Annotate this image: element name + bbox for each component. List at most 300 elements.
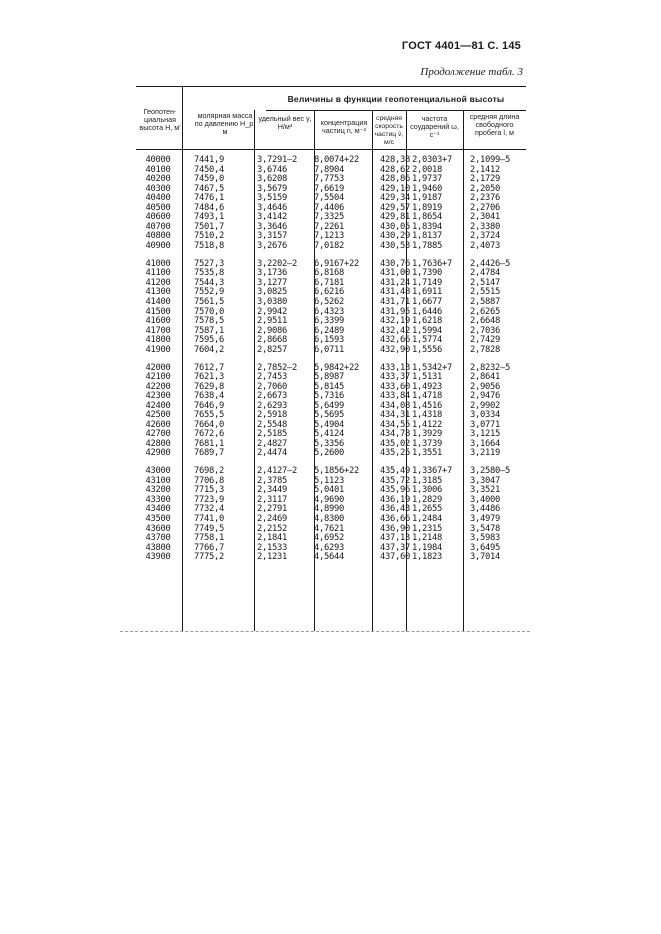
page-header: ГОСТ 4401—81 С. 145 — [401, 40, 521, 52]
table-cell: 40100 — [145, 164, 171, 175]
table-cell: 435,25 — [380, 448, 410, 459]
table-cell: 429,34 — [380, 193, 410, 204]
table-cell: 7459,0 — [194, 174, 224, 185]
table-cell: 431,48 — [380, 287, 410, 298]
table-cell: 41400 — [145, 296, 171, 307]
table-cell: 7,3325 — [314, 212, 344, 223]
table-cell: 3,0771 — [470, 419, 500, 430]
table-cell: 7501,7 — [194, 221, 224, 232]
table-cell: 7749,5 — [194, 523, 224, 534]
table-cell: 2,1412 — [470, 164, 500, 175]
table-cell: 7,4406 — [314, 202, 344, 213]
table-cell: 1,7885 — [412, 240, 442, 251]
table-cell: 7510,2 — [194, 231, 224, 242]
table-cell: 7561,5 — [194, 296, 224, 307]
table-cell: 4,6293 — [314, 542, 344, 553]
table-cell: 7,8904 — [314, 164, 344, 175]
table-cell: 7,2261 — [314, 221, 344, 232]
table-cell: 2,3785 — [257, 475, 287, 486]
table-cell: 2,9476 — [470, 391, 500, 402]
table-cell: 2,1729 — [470, 174, 500, 185]
table-cell: 2,0018 — [412, 164, 442, 175]
table-cell: 7664,0 — [194, 419, 224, 430]
table-cell: 1,8137 — [412, 231, 442, 242]
table-cell: 2,9086 — [257, 325, 287, 336]
table-cell: 6,5262 — [314, 296, 344, 307]
table-cell: 7732,4 — [194, 504, 224, 515]
table-cell: 1,2829 — [412, 494, 442, 505]
table-cell: 1,5994 — [412, 325, 442, 336]
table-cell: 3,5983 — [470, 533, 500, 544]
table-cell: 437,37 — [380, 542, 410, 553]
table-block — [257, 260, 315, 355]
table-cell: 2,1099—5 — [470, 155, 510, 165]
table-cell: 8,0074+22 — [314, 155, 359, 165]
table-cell: 6,8168 — [314, 268, 344, 279]
table-cell: 1,4122 — [412, 419, 442, 430]
table-cell: 4,8300 — [314, 514, 344, 525]
table-cell: 5,8145 — [314, 381, 344, 392]
table-cell: 7,7753 — [314, 174, 344, 185]
table-cell: 42700 — [145, 429, 171, 440]
table-cell: 2,7036 — [470, 325, 500, 336]
column-header-Hp: молярная масса по давлению H_p, м — [194, 111, 256, 136]
table-cell: 3,2580—5 — [470, 466, 510, 477]
table-cell: 3,4000 — [470, 494, 500, 505]
table-cell: 434,08 — [380, 400, 410, 411]
table-cell: 3,7291—2 — [257, 155, 297, 165]
table-cell: 1,9737 — [412, 174, 442, 185]
table-cell: 2,7060 — [257, 381, 287, 392]
table-cell: 433,84 — [380, 391, 410, 402]
table-cell: 2,3724 — [470, 231, 500, 242]
table-cell: 5,7316 — [314, 391, 344, 402]
table-cell: 7595,6 — [194, 335, 224, 346]
column-omega — [412, 156, 472, 571]
table-cell: 43800 — [145, 542, 171, 553]
table-cell: 2,4827 — [257, 438, 287, 449]
table-cell: 5,1123 — [314, 475, 344, 486]
table-cell: 41200 — [145, 277, 171, 288]
table-cell: 2,7828 — [470, 344, 500, 355]
table-cell: 1,4923 — [412, 381, 442, 392]
table-cell: 2,2791 — [257, 504, 287, 515]
table-cell: 7638,4 — [194, 391, 224, 402]
table-cell: 3,2202—2 — [257, 258, 297, 269]
column-Hp — [194, 156, 254, 571]
table-cell: 1,6677 — [412, 296, 442, 307]
table-cell: 5,2600 — [314, 448, 344, 459]
table-cell: 433,60 — [380, 381, 410, 392]
table-cell: 430,76 — [380, 258, 410, 269]
table-cell: 1,6218 — [412, 316, 442, 327]
table-cell: 433,37 — [380, 372, 410, 383]
table-cell: 1,7636+7 — [412, 258, 452, 269]
table-cell: 436,90 — [380, 523, 410, 534]
table-cell: 5,1856+22 — [314, 466, 359, 477]
table-cell: 432,90 — [380, 344, 410, 355]
footer-rule — [120, 631, 530, 632]
table-cell: 2,7429 — [470, 335, 500, 346]
table-cell: 2,5918 — [257, 410, 287, 421]
table-block — [470, 260, 530, 355]
table-cell: 42800 — [145, 438, 171, 449]
table-cell: 430,29 — [380, 231, 410, 242]
table-cell: 3,4646 — [257, 202, 287, 213]
table-cell: 2,9942 — [257, 306, 287, 317]
table-cell: 7698,2 — [194, 466, 224, 477]
table-cell: 1,2484 — [412, 514, 442, 525]
table-cell: 1,2315 — [412, 523, 442, 534]
table-cell: 41600 — [145, 316, 171, 327]
table-cell: 41000 — [145, 258, 171, 269]
table-cell: 3,2119 — [470, 448, 500, 459]
table-cell: 3,3521 — [470, 485, 500, 496]
table-cell: 1,3367+7 — [412, 466, 452, 477]
table-cell: 435,02 — [380, 438, 410, 449]
table-cell: 7527,3 — [194, 258, 224, 269]
table-cell: 40000 — [145, 155, 171, 165]
table-cell: 1,8919 — [412, 202, 442, 213]
table-cell: 2,2152 — [257, 523, 287, 534]
table-cell: 41800 — [145, 335, 171, 346]
table-cell: 2,1841 — [257, 533, 287, 544]
table-cell: 40400 — [145, 193, 171, 204]
table-block — [412, 260, 472, 355]
table-cell: 40700 — [145, 221, 171, 232]
table-block — [314, 364, 376, 459]
table-cell: 432,42 — [380, 325, 410, 336]
table-cell: 2,2376 — [470, 193, 500, 204]
table-cell: 41300 — [145, 287, 171, 298]
table-cell: 2,9511 — [257, 316, 287, 327]
table-cell: 2,5887 — [470, 296, 500, 307]
table-cell: 4,7621 — [314, 523, 344, 534]
table-cell: 3,1215 — [470, 429, 500, 440]
table-cell: 431,24 — [380, 277, 410, 288]
table-cell: 7706,8 — [194, 475, 224, 486]
table-top-rule — [136, 86, 526, 87]
table-cell: 40600 — [145, 212, 171, 223]
table-cell: 432,19 — [380, 316, 410, 327]
table-cell: 1,9187 — [412, 193, 442, 204]
table-cell: 7467,5 — [194, 183, 224, 194]
table-cell: 5,4904 — [314, 419, 344, 430]
table-cell: 7629,8 — [194, 381, 224, 392]
column-H — [140, 156, 176, 571]
table-block — [140, 260, 176, 355]
column-header-omega: частота соударений ω, с⁻¹ — [410, 114, 459, 139]
table-block — [470, 364, 530, 459]
table-cell: 43700 — [145, 533, 171, 544]
table-cell: 3,6746 — [257, 164, 287, 175]
table-cell: 3,7014 — [470, 552, 500, 563]
table-cell: 2,6265 — [470, 306, 500, 317]
table-block — [140, 467, 176, 562]
table-cell: 6,4323 — [314, 306, 344, 317]
table-cell: 436,43 — [380, 504, 410, 515]
table-cell: 1,4318 — [412, 410, 442, 421]
table-block — [257, 467, 315, 562]
table-cell: 2,3380 — [470, 221, 500, 232]
table-cell: 2,2469 — [257, 514, 287, 525]
table-cell: 2,4426—5 — [470, 258, 510, 269]
table-cell: 3,4142 — [257, 212, 287, 223]
table-cell: 2,3041 — [470, 212, 500, 223]
table-cell: 2,8641 — [470, 372, 500, 383]
table-cell: 43300 — [145, 494, 171, 505]
table-cell: 3,0334 — [470, 410, 500, 421]
table-cell: 1,5342+7 — [412, 362, 452, 373]
table-cell: 1,8654 — [412, 212, 442, 223]
group-header-rule — [266, 110, 526, 111]
table-cell: 432,66 — [380, 335, 410, 346]
table-cell: 428,62 — [380, 164, 410, 175]
table-cell: 3,1664 — [470, 438, 500, 449]
table-cell: 43200 — [145, 485, 171, 496]
table-block — [194, 364, 254, 459]
table-cell: 40900 — [145, 240, 171, 251]
table-cell: 5,6499 — [314, 400, 344, 411]
table-cell: 7493,1 — [194, 212, 224, 223]
table-cell: 6,0711 — [314, 344, 344, 355]
table-cell: 7484,6 — [194, 202, 224, 213]
table-cell: 7612,7 — [194, 362, 224, 373]
table-cell: 2,1231 — [257, 552, 287, 563]
table-cell: 1,3739 — [412, 438, 442, 449]
table-cell: 1,5131 — [412, 372, 442, 383]
table-block — [194, 156, 254, 251]
table-cell: 4,6952 — [314, 533, 344, 544]
table-cell: 429,81 — [380, 212, 410, 223]
table-cell: 3,3047 — [470, 475, 500, 486]
table-cell: 41700 — [145, 325, 171, 336]
table-block — [412, 156, 472, 251]
table-cell: 1,6911 — [412, 287, 442, 298]
table-cell: 5,8987 — [314, 372, 344, 383]
table-cell: 3,1736 — [257, 268, 287, 279]
table-block — [412, 364, 472, 459]
table-cell: 3,3157 — [257, 231, 287, 242]
table-cell: 1,5556 — [412, 344, 442, 355]
table-cell: 40500 — [145, 202, 171, 213]
table-cell: 2,1533 — [257, 542, 287, 553]
table-cell: 7775,2 — [194, 552, 224, 563]
table-block — [314, 156, 376, 251]
group-header: Величины в функции геопотенциальной высоты — [287, 94, 505, 104]
table-cell: 2,7453 — [257, 372, 287, 383]
table-cell: 7672,6 — [194, 429, 224, 440]
table-block — [140, 364, 176, 459]
table-cell: 2,5147 — [470, 277, 500, 288]
column-divider — [254, 110, 255, 631]
table-cell: 3,0825 — [257, 287, 287, 298]
table-cell: 7689,7 — [194, 448, 224, 459]
table-cell: 42500 — [145, 410, 171, 421]
table-cell: 2,4474 — [257, 448, 287, 459]
table-cell: 42100 — [145, 372, 171, 383]
table-cell: 1,3185 — [412, 475, 442, 486]
table-block — [194, 260, 254, 355]
table-cell: 7,1213 — [314, 231, 344, 242]
table-cell: 3,3646 — [257, 221, 287, 232]
table-cell: 435,72 — [380, 475, 410, 486]
table-block — [257, 156, 315, 251]
table-cell: 6,6216 — [314, 287, 344, 298]
table-cell: 1,4718 — [412, 391, 442, 402]
table-cell: 2,2050 — [470, 183, 500, 194]
table-cell: 1,2148 — [412, 533, 442, 544]
table-cell: 428,86 — [380, 174, 410, 185]
table-cell: 3,4979 — [470, 514, 500, 525]
column-header-n: концентрация частиц n, м⁻³ — [320, 118, 368, 135]
column-l — [470, 156, 530, 571]
table-cell: 1,8394 — [412, 221, 442, 232]
column-divider — [182, 86, 183, 631]
column-header-v: средняя скорость частиц v̄, м/с — [374, 115, 404, 146]
table-cell: 3,5679 — [257, 183, 287, 194]
column-n — [314, 156, 376, 571]
table-cell: 2,0303+7 — [412, 155, 452, 165]
table-cell: 2,9902 — [470, 400, 500, 411]
table-cell: 2,5515 — [470, 287, 500, 298]
table-cell: 431,95 — [380, 306, 410, 317]
table-cell: 2,6293 — [257, 400, 287, 411]
table-cell: 7604,2 — [194, 344, 224, 355]
table-cell: 5,9842+22 — [314, 362, 359, 373]
table-cell: 6,7181 — [314, 277, 344, 288]
table-block — [194, 467, 254, 562]
table-block — [314, 260, 376, 355]
table-cell: 7,0182 — [314, 240, 344, 251]
table-cell: 7570,0 — [194, 306, 224, 317]
table-cell: 1,4516 — [412, 400, 442, 411]
table-block — [412, 467, 472, 562]
table-cell: 41100 — [145, 268, 171, 279]
table-cell: 1,2655 — [412, 504, 442, 515]
table-cell: 7655,5 — [194, 410, 224, 421]
table-cell: 41500 — [145, 306, 171, 317]
table-cell: 42900 — [145, 448, 171, 459]
column-header-l: средняя длина свободного пробега l, м — [469, 112, 520, 137]
table-cell: 435,49 — [380, 466, 410, 477]
table-cell: 7578,5 — [194, 316, 224, 327]
table-cell: 2,4127—2 — [257, 466, 297, 477]
table-cell: 429,10 — [380, 183, 410, 194]
table-cell: 43000 — [145, 466, 171, 477]
table-cell: 7646,9 — [194, 400, 224, 411]
table-cell: 7476,1 — [194, 193, 224, 204]
table-cell: 3,0380 — [257, 296, 287, 307]
table-cell: 7535,8 — [194, 268, 224, 279]
table-cell: 6,9167+22 — [314, 258, 359, 269]
table-cell: 2,6648 — [470, 316, 500, 327]
table-cell: 1,6446 — [412, 306, 442, 317]
table-cell: 2,8257 — [257, 344, 287, 355]
table-cell: 434,31 — [380, 410, 410, 421]
table-cell: 43900 — [145, 552, 171, 563]
table-cell: 2,4073 — [470, 240, 500, 251]
table-cell: 42400 — [145, 400, 171, 411]
table-cell: 3,1277 — [257, 277, 287, 288]
table-cell: 7766,7 — [194, 542, 224, 553]
table-cell: 2,7852—2 — [257, 362, 297, 373]
table-cell: 41900 — [145, 344, 171, 355]
table-cell: 6,3399 — [314, 316, 344, 327]
table-cell: 7518,8 — [194, 240, 224, 251]
table-cell: 436,66 — [380, 514, 410, 525]
table-cell: 40800 — [145, 231, 171, 242]
table-cell: 42200 — [145, 381, 171, 392]
table-cell: 43600 — [145, 523, 171, 534]
table-cell: 2,3117 — [257, 494, 287, 505]
table-cell: 5,5695 — [314, 410, 344, 421]
table-cell: 40200 — [145, 174, 171, 185]
table-cell: 2,2706 — [470, 202, 500, 213]
table-cell: 1,7149 — [412, 277, 442, 288]
table-cell: 2,8232—5 — [470, 362, 510, 373]
table-cell: 4,9690 — [314, 494, 344, 505]
table-cell: 2,8668 — [257, 335, 287, 346]
table-continuation-label: Продолжение табл. 3 — [420, 66, 523, 78]
table-cell: 7450,4 — [194, 164, 224, 175]
table-cell: 1,7390 — [412, 268, 442, 279]
table-cell: 430,05 — [380, 221, 410, 232]
table-cell: 7741,0 — [194, 514, 224, 525]
table-cell: 5,0401 — [314, 485, 344, 496]
table-cell: 3,6208 — [257, 174, 287, 185]
table-cell: 1,9460 — [412, 183, 442, 194]
table-cell: 434,55 — [380, 419, 410, 430]
table-cell: 7723,9 — [194, 494, 224, 505]
column-header-gamma: удельный вес γ, Н/м³ — [258, 114, 312, 131]
table-cell: 2,6673 — [257, 391, 287, 402]
table-cell: 7441,9 — [194, 155, 224, 165]
table-cell: 43500 — [145, 514, 171, 525]
table-cell: 1,1984 — [412, 542, 442, 553]
table-cell: 7,6619 — [314, 183, 344, 194]
table-cell: 7544,3 — [194, 277, 224, 288]
table-cell: 40300 — [145, 183, 171, 194]
table-cell: 5,3356 — [314, 438, 344, 449]
table-cell: 7681,1 — [194, 438, 224, 449]
table-cell: 1,3929 — [412, 429, 442, 440]
table-cell: 2,9056 — [470, 381, 500, 392]
table-cell: 1,5774 — [412, 335, 442, 346]
table-cell: 3,4486 — [470, 504, 500, 515]
table-cell: 42600 — [145, 419, 171, 430]
table-cell: 435,96 — [380, 485, 410, 496]
table-cell: 42000 — [145, 362, 171, 373]
table-cell: 5,4124 — [314, 429, 344, 440]
table-cell: 2,5185 — [257, 429, 287, 440]
table-cell: 42300 — [145, 391, 171, 402]
table-cell: 7,5504 — [314, 193, 344, 204]
table-cell: 437,60 — [380, 552, 410, 563]
table-cell: 7587,1 — [194, 325, 224, 336]
table-cell: 1,1823 — [412, 552, 442, 563]
table-cell: 7552,9 — [194, 287, 224, 298]
table-cell: 4,5644 — [314, 552, 344, 563]
table-cell: 4,8990 — [314, 504, 344, 515]
table-block — [470, 156, 530, 251]
table-cell: 430,53 — [380, 240, 410, 251]
table-block — [470, 467, 530, 562]
table-cell: 434,78 — [380, 429, 410, 440]
table-block — [140, 156, 176, 251]
table-cell: 2,5548 — [257, 419, 287, 430]
table-cell: 431,71 — [380, 296, 410, 307]
